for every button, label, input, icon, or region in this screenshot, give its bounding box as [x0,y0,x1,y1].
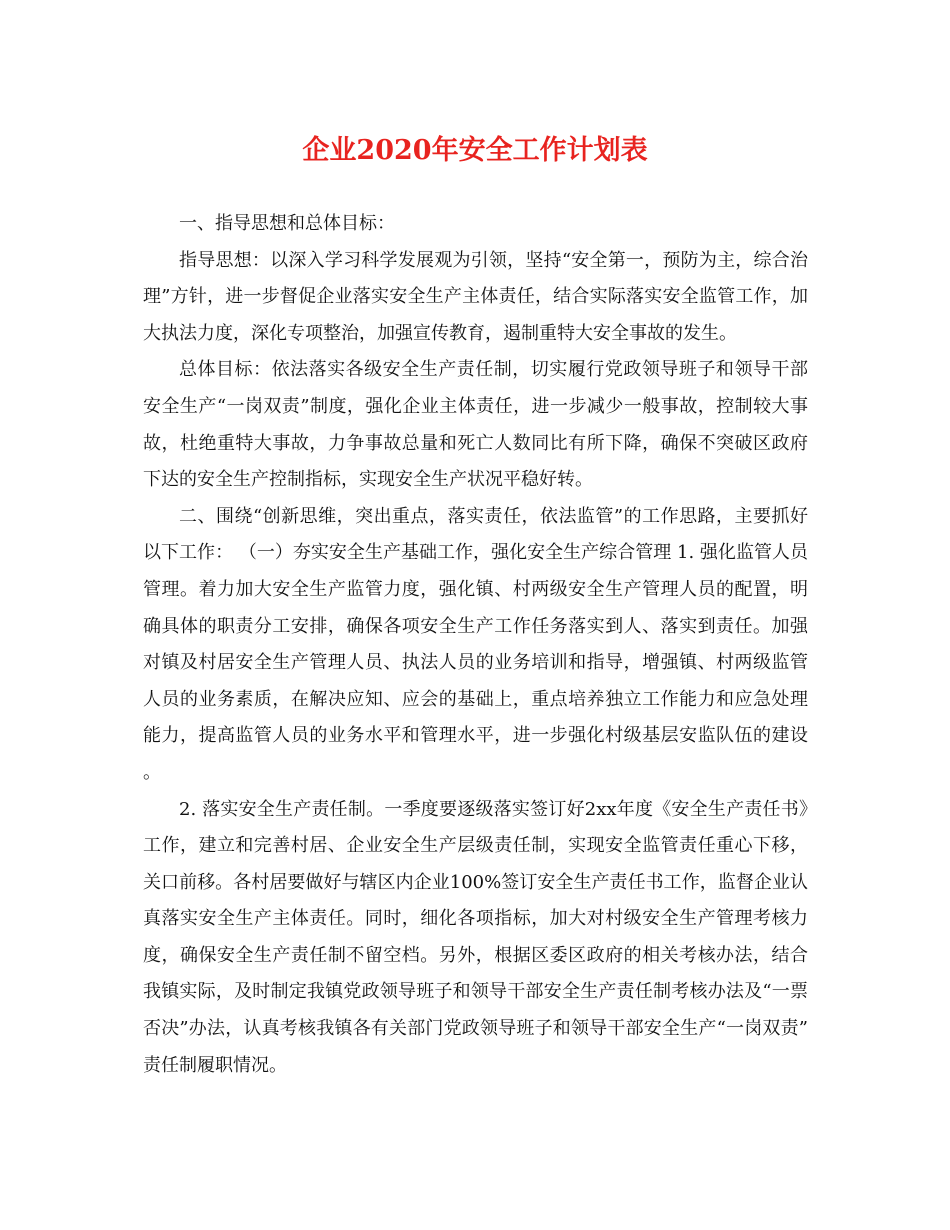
paragraph-work-focus-supervision: 二、围绕“创新思维，突出重点，落实责任，依法监管”的工作思路，主要抓好以下工作： （一）夯实安全生产基础工作，强化安全生产综合管理 1. 强化监管人员管理。着力加大安全生产监管力度，强化镇、村两级安全生产管理人员的配置，明确具体的职责分工安排，确保各项安全生产工作任务落实到人、落实到责任。加强对镇及村居安全生产管理人员、执法人员的业务培训和指导，增强镇、村两级监管人员的业务素质，在解决应知、应会的基础上，重点培养独立工作能力和应急处理能力，提高监管人员的业务水平和管理水平，进一步强化村级基层安监队伍的建设。 [143,505,808,783]
paragraph-overall-goals: 总体目标：依法落实各级安全生产责任制，切实履行党政领导班子和领导干部安全生产“一岗双责”制度，强化企业主体责任，进一步减少一般事故，控制较大事故，杜绝重特大事故，力争事故总量和死亡人数同比有所下降，确保不突破区政府下达的安全生产控制指标，实现安全生产状况平稳好转。 [143,359,808,491]
section-heading-guiding-ideology-and-goals: 一、指导思想和总体目标： [179,213,395,234]
document-title: 企业2020年安全工作计划表 [302,135,648,166]
document-body [143,206,808,1084]
paragraph-guiding-ideology: 指导思想：以深入学习科学发展观为引领，坚持“安全第一，预防为主，综合治理”方针，进一步督促企业落实安全生产主体责任，结合实际落实安全监管工作，加大执法力度，深化专项整治，加强宣传教育，遏制重特大安全事故的发生。 [143,249,808,344]
paragraph-responsibility-system: 2. 落实安全生产责任制。一季度要逐级落实签订好2xx年度《安全生产责任书》工作，建立和完善村居、企业安全生产层级责任制，实现安全监管责任重心下移，关口前移。各村居要做好与辖区内企业100%签订安全生产责任书工作，监督企业认真落实安全生产主体责任。同时，细化各项指标，加大对村级安全生产管理考核力度，确保安全生产责任制不留空档。另外，根据区委区政府的相关考核办法，结合我镇实际，及时制定我镇党政领导班子和领导干部安全生产责任制考核办法及“一票否决”办法，认真考核我镇各有关部门党政领导班子和领导干部安全生产“一岗双责”责任制履职情况。 [143,798,808,1076]
